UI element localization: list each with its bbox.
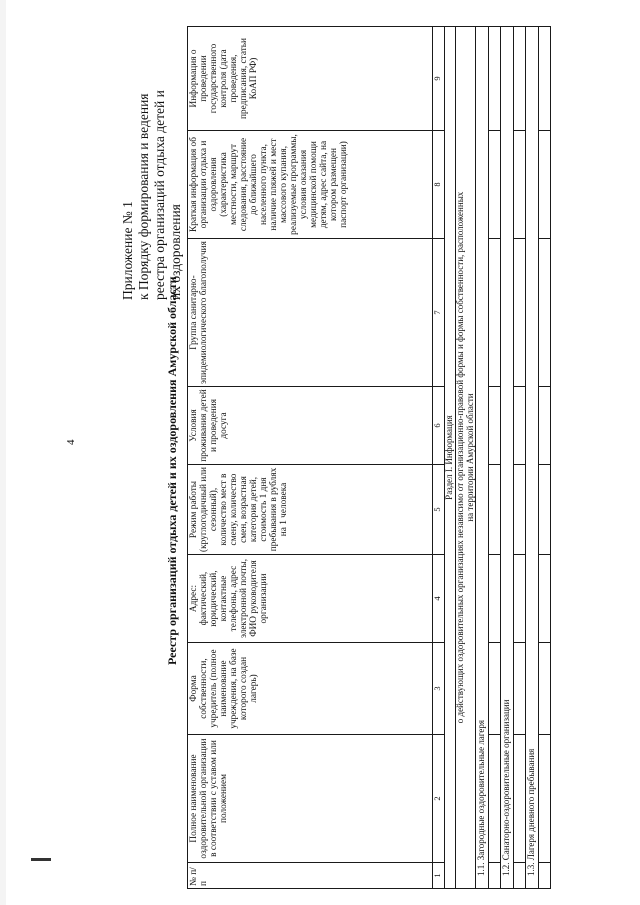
section-description-line-1: о действующих оздоровительных организациях независимо от организационно-правовой формы и формы собственности, расположенных bbox=[455, 191, 465, 724]
appendix-line-1: Приложение № 1 bbox=[120, 201, 135, 300]
section-title: Раздел I. Информация bbox=[445, 27, 456, 889]
header-cell: Полное наименование оздоровительной организации в соответствии с уставом или положением bbox=[188, 735, 433, 863]
section-description-row bbox=[456, 27, 476, 889]
header-cell: № п/п bbox=[188, 863, 433, 889]
subsection-title: 1.3. Лагеря дневного пребывания bbox=[526, 27, 539, 889]
appendix-block bbox=[120, 0, 184, 300]
table-row bbox=[514, 27, 526, 889]
section-description bbox=[456, 27, 476, 889]
header-cell: Форма собственности, учредитель (полное наименование учреждения, на базе которого создан лагерь) bbox=[188, 643, 433, 735]
table-row bbox=[539, 27, 551, 889]
column-number: 5 bbox=[433, 465, 445, 555]
header-cell: Условия проживания детей и проведения досуга bbox=[188, 387, 433, 465]
column-number-row bbox=[433, 27, 445, 889]
column-number: 8 bbox=[433, 131, 445, 239]
column-number: 7 bbox=[433, 239, 445, 387]
column-number: 3 bbox=[433, 643, 445, 735]
subsection-row bbox=[526, 27, 539, 889]
column-number: 1 bbox=[433, 863, 445, 889]
column-number: 2 bbox=[433, 735, 445, 863]
table-row bbox=[489, 27, 501, 889]
column-number: 4 bbox=[433, 555, 445, 643]
header-cell: Группа санитарно-эпидемиологического благополучия bbox=[188, 239, 433, 387]
table-header-row bbox=[188, 27, 433, 889]
appendix-line-3: реестра организаций отдыха детей и bbox=[151, 90, 167, 300]
column-number: 9 bbox=[433, 27, 445, 131]
subsection-title: 1.1. Загородные оздоровительные лагеря bbox=[476, 27, 489, 889]
registry-table bbox=[187, 26, 551, 889]
header-cell: Краткая информация об организации отдыха и оздоровления (характеристика местности, маршрут следования, расстояние до ближайшего населенного пункта, наличие пляжей и мест массового купания, реализуемые программы, условия оказания медицинской помощи детям, адрес сайта, на котором размещен паспорт организации) bbox=[188, 131, 433, 239]
subsection-row bbox=[501, 27, 514, 889]
subsection-row bbox=[476, 27, 489, 889]
page-number: 4 bbox=[65, 439, 77, 445]
appendix-line-2: к Порядку формирования и ведения bbox=[135, 93, 151, 300]
section-title-row bbox=[445, 27, 456, 889]
section-description-line-2: на территории Амурской области bbox=[464, 393, 475, 522]
header-cell: Режим работы (круглогодичный или сезонный), количество мест в смену, количество смен, возрастная категория детей, стоимость 1 дня пребывания в рублях на 1 человека bbox=[188, 465, 433, 555]
appendix-line-4: их оздоровления bbox=[167, 204, 183, 300]
header-cell: Информация о проведении государственного контроля (дата проведения, предписания, статьи КоАП РФ) bbox=[188, 27, 433, 131]
header-cell: Адрес: фактический, юридический, контактные телефоны, адрес электронной почты, ФИО руководителя организации bbox=[188, 555, 433, 643]
registry-title: Реестр организаций отдыха детей и их оздоровления Амурской области bbox=[165, 276, 179, 665]
subsection-title: 1.2. Санаторно-оздоровительные организации bbox=[501, 27, 514, 889]
column-number: 6 bbox=[433, 387, 445, 465]
